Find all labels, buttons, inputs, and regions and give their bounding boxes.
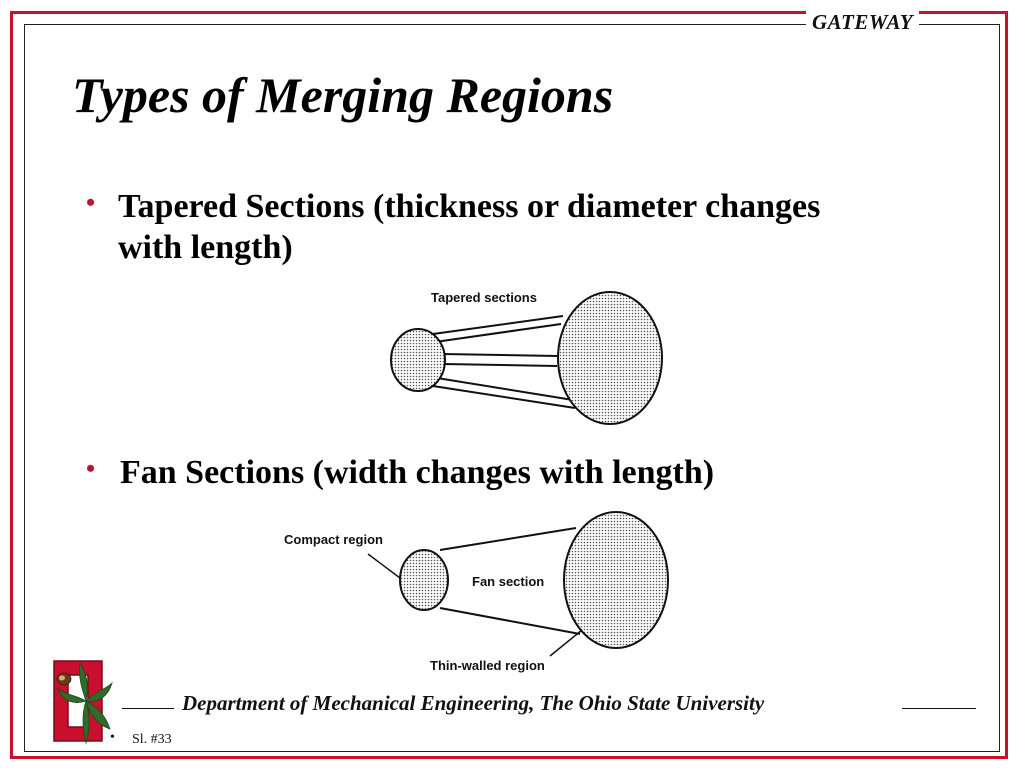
slide-number: Sl. #33	[132, 732, 172, 747]
wide-end-circle	[564, 512, 668, 648]
bullet-text: Tapered Sections (thickness or diameter changes with length)	[117, 188, 821, 266]
bullet-marker: •	[86, 188, 96, 217]
slide-number-marker: •	[110, 730, 115, 745]
fan-section-label: Fan section	[472, 574, 545, 589]
large-end-circle	[558, 292, 662, 424]
compact-region-label: Compact region	[284, 532, 383, 547]
fan-top-edge	[440, 528, 576, 550]
slide-title: Types of Merging Regions	[72, 67, 614, 123]
bullet-marker: •	[86, 454, 96, 483]
thin-walled-label: Thin-walled region	[430, 658, 545, 673]
small-end-circle	[391, 329, 445, 391]
tapered-rod-lines	[433, 316, 575, 408]
thin-walled-pointer	[550, 630, 582, 656]
gateway-brand: GATEWAY	[806, 10, 919, 35]
footer-rule-right	[902, 708, 976, 709]
tapered-sections-label: Tapered sections	[431, 290, 537, 305]
footer-rule-left	[122, 708, 174, 709]
tapered-sections-diagram	[385, 282, 675, 430]
ohio-state-block-o-buckeye-logo	[46, 655, 114, 749]
footer-department: Department of Mechanical Engineering, The Ohio State University	[182, 691, 765, 715]
bullet-text: Fan Sections (width changes with length)	[120, 454, 715, 491]
compact-region-circle	[400, 550, 448, 610]
fan-bottom-edge	[440, 608, 580, 634]
compact-region-pointer	[368, 554, 400, 578]
bullet-tapered-sections	[86, 186, 826, 268]
bullet-fan-sections	[86, 452, 886, 493]
fan-sections-diagram	[280, 508, 680, 678]
